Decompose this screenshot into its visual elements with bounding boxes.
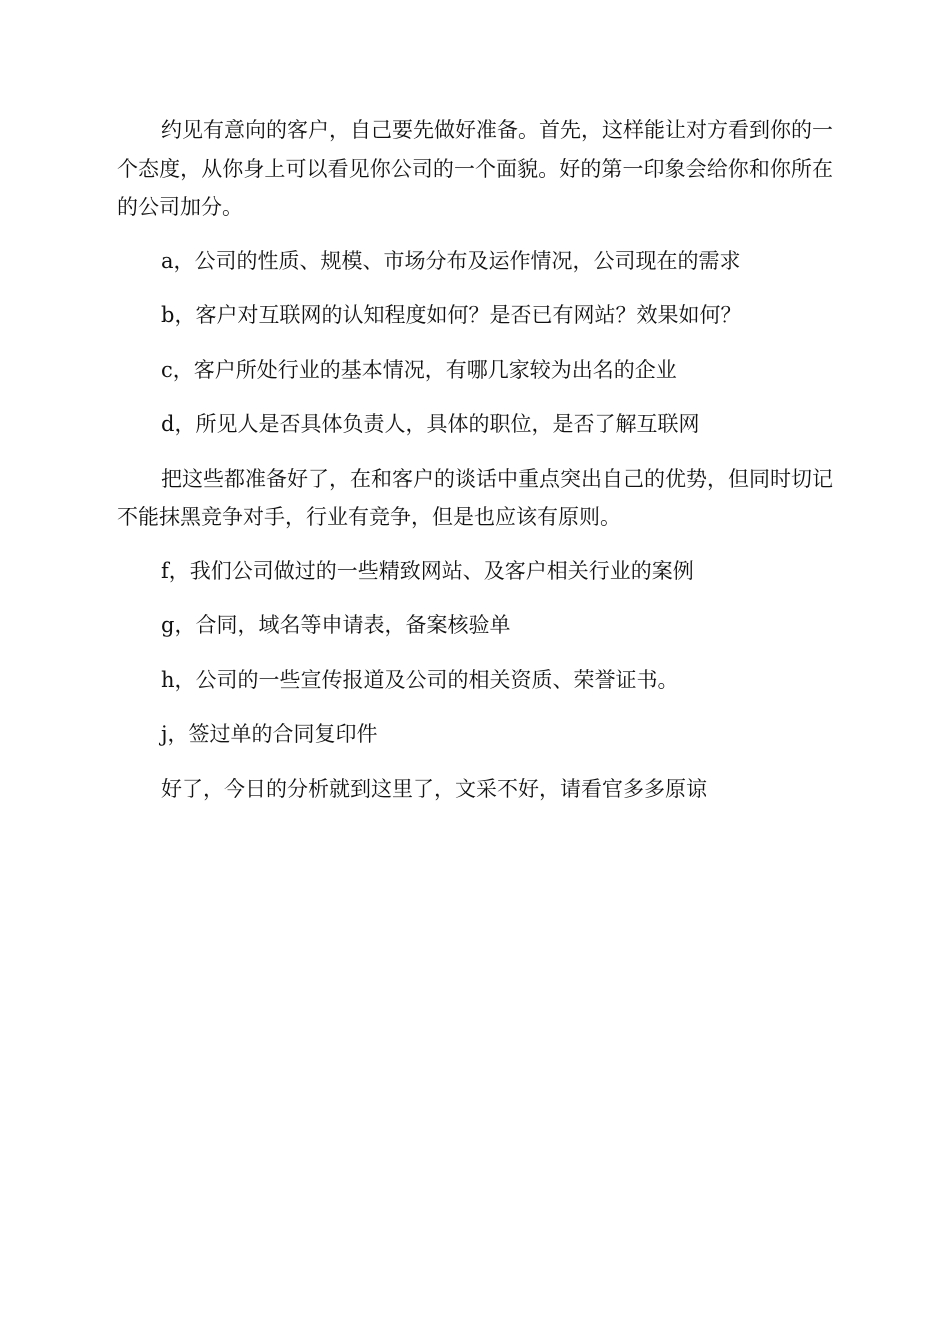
paragraph-intro: 约见有意向的客户，自己要先做好准备。首先，这样能让对方看到你的一个态度，从你身上可以看见你公司的一个面貌。好的第一印象会给你和你所在的公司加分。 <box>117 118 833 219</box>
list-item-h: h，公司的一些宣传报道及公司的相关资质、荣誉证书。 <box>161 667 679 692</box>
list-item-c: c，客户所处行业的基本情况，有哪几家较为出名的企业 <box>161 357 677 382</box>
paragraph-closing: 好了，今日的分析就到这里了，文采不好，请看官多多原谅 <box>161 776 707 801</box>
document-body <box>117 111 833 824</box>
list-item-d: d，所见人是否具体负责人，具体的职位，是否了解互联网 <box>161 412 700 436</box>
list-item-a: a，公司的性质、规模、市场分布及运作情况，公司现在的需求 <box>161 248 741 273</box>
list-item-b: b，客户对互联网的认知程度如何？是否已有网站？效果如何？ <box>161 303 742 327</box>
paragraph-preparation: 把这些都准备好了，在和客户的谈话中重点突出自己的优势，但同时切记不能抹黑竞争对手，行业有竞争，但是也应该有原则。 <box>117 466 833 529</box>
list-item-g: g，合同，域名等申请表，备案核验单 <box>161 613 511 637</box>
list-item-j: j，签过单的合同复印件 <box>161 722 378 746</box>
list-item-f: f，我们公司做过的一些精致网站、及客户相关行业的案例 <box>161 558 694 583</box>
